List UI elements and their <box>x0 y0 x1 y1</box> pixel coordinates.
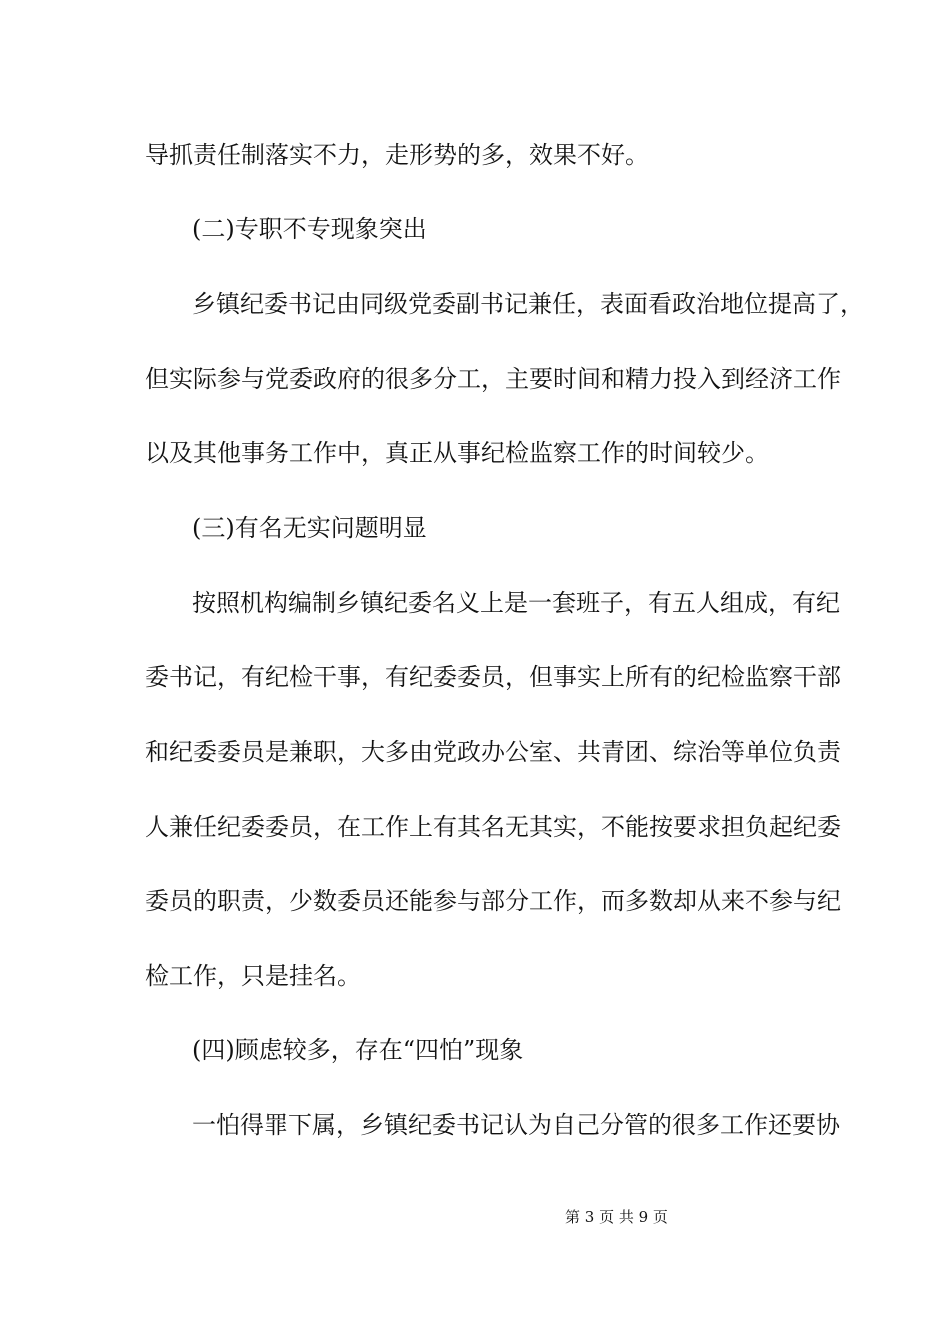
page-number: 第 3 页 共 9 页 <box>565 1208 668 1226</box>
text-line-10: 人兼任纪委委员，在工作上有其名无其实，不能按要求担负起纪委 <box>145 813 841 841</box>
section-heading-2: (二)专职不专现象突出 <box>192 215 427 243</box>
text-line-8: 委书记，有纪检干事，有纪委委员，但事实上所有的纪检监察干部 <box>145 663 841 691</box>
section-heading-4: (四)顾虑较多，存在“四怕”现象 <box>192 1036 524 1064</box>
text-line-5: 以及其他事务工作中，真正从事纪检监察工作的时间较少。 <box>145 439 769 467</box>
text-line-4: 但实际参与党委政府的很多分工，主要时间和精力投入到经济工作 <box>145 365 841 393</box>
text-line-3: 乡镇纪委书记由同级党委副书记兼任，表面看政治地位提高了， <box>192 290 864 318</box>
text-line-11: 委员的职责，少数委员还能参与部分工作，而多数却从来不参与纪 <box>145 887 841 915</box>
text-line-12: 检工作，只是挂名。 <box>145 962 361 990</box>
text-line-1: 导抓责任制落实不力，走形势的多，效果不好。 <box>145 141 649 169</box>
text-line-7: 按照机构编制乡镇纪委名义上是一套班子，有五人组成，有纪 <box>192 589 840 617</box>
text-line-14: 一怕得罪下属，乡镇纪委书记认为自己分管的很多工作还要协 <box>192 1111 840 1139</box>
text-line-9: 和纪委委员是兼职，大多由党政办公室、共青团、综治等单位负责 <box>145 738 841 766</box>
section-heading-3: (三)有名无实问题明显 <box>192 514 427 542</box>
